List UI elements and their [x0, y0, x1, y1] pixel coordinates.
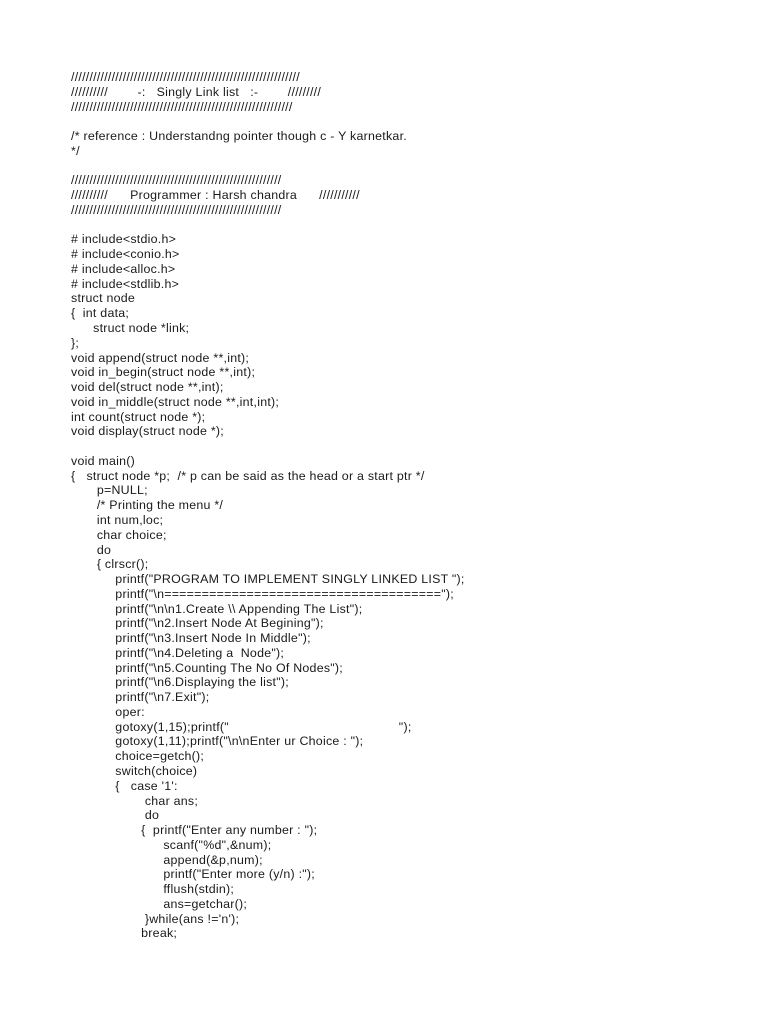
code-line: void in_middle(struct node **,int,int);: [71, 394, 280, 409]
code-line: }while(ans !='n');: [71, 911, 240, 926]
code-line: /* Printing the menu */: [71, 498, 224, 513]
code-line: append(&p,num);: [71, 852, 263, 867]
code-line: struct node *link;: [71, 321, 190, 336]
code-line: /////////////////////////////////////////////////////////: [71, 173, 282, 188]
code-line: printf("\n2.Insert Node At Begining");: [71, 616, 324, 631]
code-line: ans=getchar();: [71, 896, 248, 911]
code-line: [71, 218, 751, 233]
code-line: break;: [71, 926, 178, 941]
code-line: void main(): [71, 453, 136, 468]
code-line: printf("\n\n1.Create \\ Appending The List");: [71, 601, 363, 616]
code-line: p=NULL;: [71, 483, 148, 498]
code-line: printf("\n=====================================");: [71, 586, 454, 601]
code-line: char choice;: [71, 527, 167, 542]
code-line: [71, 439, 751, 454]
code-line: printf("PROGRAM TO IMPLEMENT SINGLY LINKED LIST ");: [71, 572, 465, 587]
code-line: printf("\n5.Counting The No Of Nodes");: [71, 660, 343, 675]
code-line: char ans;: [71, 793, 199, 808]
code-line: # include<conio.h>: [71, 247, 180, 262]
code-line: /////////////////////////////////////////////////////////: [71, 202, 282, 217]
code-line: void display(struct node *);: [71, 424, 225, 439]
code-line: # include<stdlib.h>: [71, 276, 180, 291]
code-line: do: [71, 542, 112, 557]
code-line: { clrscr();: [71, 557, 149, 572]
code-line: void del(struct node **,int);: [71, 380, 224, 395]
code-line: [71, 114, 751, 129]
code-line: # include<alloc.h>: [71, 261, 176, 276]
code-line: choice=getch();: [71, 749, 205, 764]
code-line: { int data;: [71, 306, 130, 321]
code-line: //////////////////////////////////////////////////////////////: [71, 70, 300, 84]
code-line: printf("\n3.Insert Node In Middle");: [71, 631, 311, 646]
code-line: ////////// Programmer : Harsh chandra ///////////: [71, 188, 360, 203]
code-line: gotoxy(1,15);printf(" ");: [71, 719, 412, 734]
code-line: /* reference : Understandng pointer though c - Y karnetkar.: [71, 129, 407, 144]
code-line: switch(choice): [71, 763, 198, 778]
code-line: printf("\n4.Deleting a Node");: [71, 645, 285, 660]
code-line: */: [71, 143, 80, 158]
code-line: gotoxy(1,11);printf("\n\nEnter ur Choice : ");: [71, 734, 364, 749]
code-line: [71, 159, 751, 174]
code-line: oper:: [71, 704, 145, 719]
code-line: struct node: [71, 291, 136, 306]
code-line: void append(struct node **,int);: [71, 350, 250, 365]
code-line: printf("Enter more (y/n) :");: [71, 867, 315, 882]
code-line: };: [71, 335, 80, 350]
code-line: do: [71, 808, 160, 823]
code-line: ////////////////////////////////////////////////////////////: [71, 99, 293, 114]
code-line: { struct node *p; /* p can be said as the head or a start ptr */: [71, 468, 425, 483]
code-listing: [71, 70, 751, 941]
code-line: int num,loc;: [71, 512, 164, 527]
code-line: { printf("Enter any number : ");: [71, 823, 318, 838]
code-line: fflush(stdin);: [71, 882, 235, 897]
code-line: printf("\n7.Exit");: [71, 690, 210, 705]
code-line: # include<stdio.h>: [71, 232, 177, 247]
code-line: ////////// -: Singly Link list :- /////////: [71, 84, 322, 99]
code-line: void in_begin(struct node **,int);: [71, 365, 256, 380]
code-line: { case '1':: [71, 778, 178, 793]
code-line: printf("\n6.Displaying the list");: [71, 675, 289, 690]
code-line: int count(struct node *);: [71, 409, 206, 424]
code-line: scanf("%d",&num);: [71, 837, 272, 852]
